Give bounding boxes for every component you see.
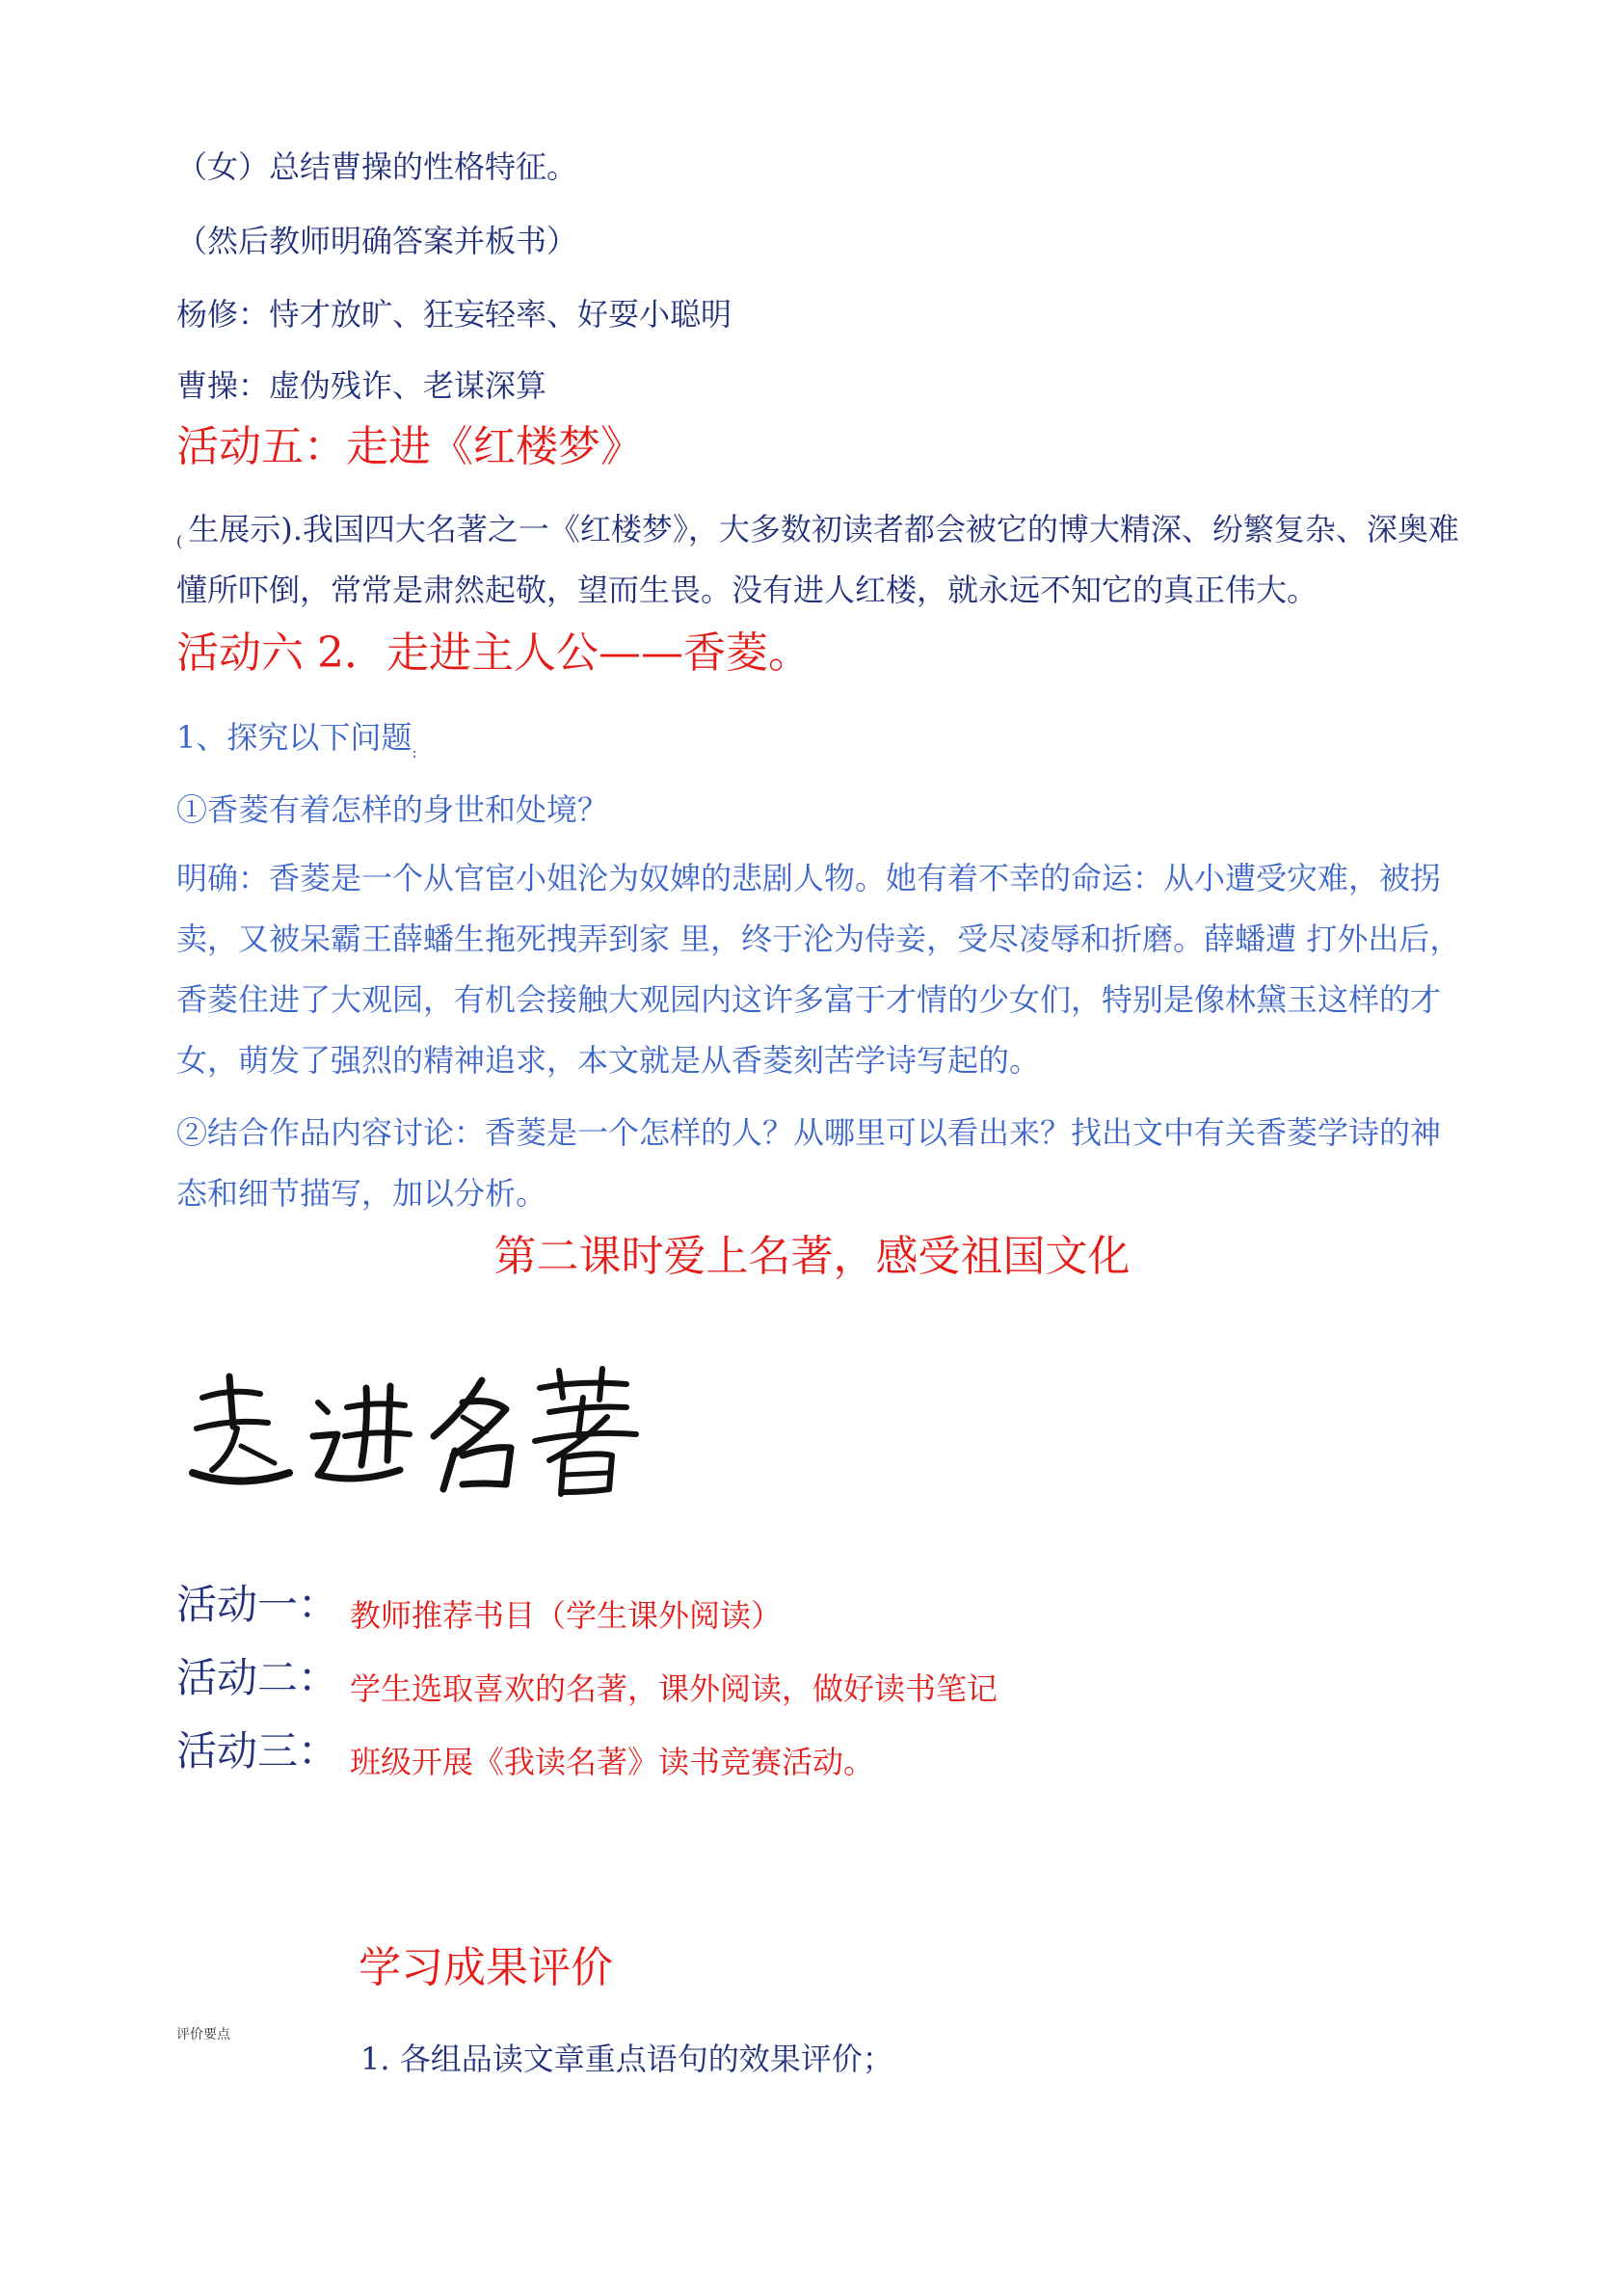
evaluation-title: 学习成果评价 [359, 1943, 613, 1992]
open-paren: ( [176, 532, 183, 550]
activity-label-1: 活动一： [176, 1581, 339, 1628]
calligraphy-image [173, 1359, 694, 1504]
activity-label-3: 活动三： [176, 1727, 339, 1775]
activity5-heading: 活动五：走进《红楼梦》 [176, 422, 643, 471]
text-line-caocao: 曹操：虚伪残诈、老谋深算 [176, 367, 547, 404]
activity-label-2: 活动二： [176, 1654, 339, 1701]
activity-text-2: 学生选取喜欢的名著，课外阅读，做好读书笔记 [350, 1670, 998, 1707]
activity5-text: 生展示).我国四大名著之一《红楼梦》，大多数初读者都会被它的博大精深、纷繁复杂、深奥难懂所吓倒，常常是肃然起敬，望而生畏。没有进人红楼，就永远不知它的真正伟大。 [176, 511, 1459, 608]
question-intro-colon: : [412, 743, 417, 761]
text-line-yangxiu: 杨修：恃才放旷、狂妄轻率、好耍小聪明 [176, 296, 732, 333]
evaluation-item-1: 1. 各组品读文章重点语句的效果评价； [360, 2041, 893, 2077]
activity-row-2 [176, 1654, 998, 1707]
answer-1: 明确：香菱是一个从官宦小姐沦为奴婢的悲剧人物。她有着不幸的命运：从小遭受灾难，被拐卖，又被呆霸王薛蟠生拖死拽弄到家 里，终于沦为侍妾，受尽凌辱和折磨。薛蟠遭 打外出后，香菱住进了大观园，有机会接触大观园内这许多富于才情的少女们，特别是像林黛玉这样的才女，萌发了强烈的精神追求，本文就是从香菱刻苦学诗写起的。 [176, 860, 1461, 1079]
question-2: ②结合作品内容讨论：香菱是一个怎样的人？从哪里可以看出来？找出文中有关香菱学诗的神态和细节描写，加以分析。 [176, 1114, 1442, 1212]
activity-row-1 [176, 1581, 783, 1634]
question-intro-text: 1、探究以下问题 [176, 719, 413, 756]
text-line-2: （然后教师明确答案并板书） [176, 223, 578, 259]
activity-row-3 [176, 1727, 875, 1780]
evaluation-side-label: 评价要点 [176, 2027, 230, 2042]
question-1: ①香菱有着怎样的身世和处境？ [176, 791, 609, 828]
text-line-1: （女）总结曹操的性格特征。 [176, 148, 578, 185]
lesson2-title: 第二课时爱上名著，感受祖国文化 [493, 1232, 1131, 1281]
activity-text-1: 教师推荐书目（学生课外阅读） [350, 1597, 783, 1634]
question-intro [176, 718, 417, 762]
activity6-heading: 活动六 2．走进主人公——香菱。 [176, 628, 811, 678]
activity5-paragraph [176, 499, 1473, 621]
activity-text-3: 班级开展《我读名著》读书竞赛活动。 [350, 1744, 875, 1780]
calligraphy-svg [173, 1359, 694, 1504]
